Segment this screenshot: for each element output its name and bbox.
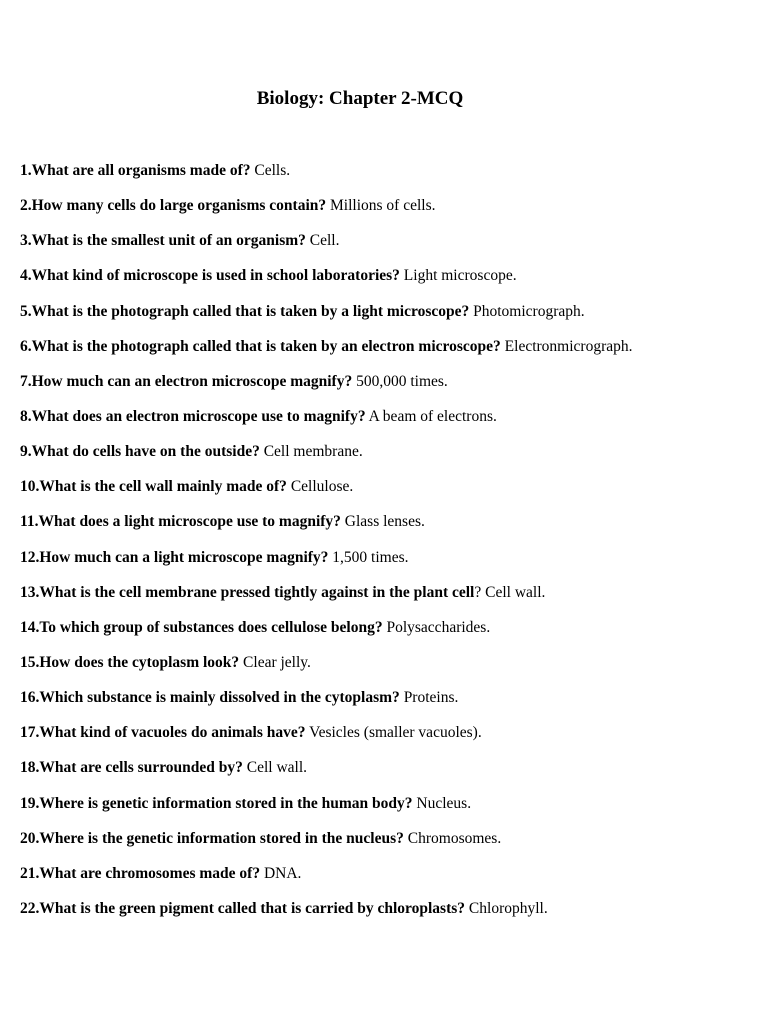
page-title: Biology: Chapter 2-MCQ: [256, 88, 464, 109]
question-number: 12.: [20, 548, 40, 566]
question-text: What kind of microscope is used in school laboratories?: [31, 267, 400, 285]
answer-text: Light microscope.: [399, 267, 517, 285]
question-text: Where is genetic information stored in the human body?: [39, 794, 413, 812]
question-text: What are chromosomes made of?: [39, 864, 261, 882]
qa-item: [20, 686, 760, 721]
question-text: What does a light microscope use to magnify?: [38, 513, 341, 531]
qa-item: [20, 510, 760, 545]
question-number: 7.: [20, 372, 32, 390]
answer-text: A beam of electrons.: [365, 407, 497, 425]
qa-item: [20, 862, 760, 897]
answer-text: Cellulose.: [286, 478, 354, 496]
question-number: 16.: [20, 689, 40, 707]
qa-item: [20, 440, 760, 475]
answer-text: Chromosomes.: [403, 829, 502, 847]
question-number: 5.: [20, 302, 32, 320]
question-text: What does an electron microscope use to magnify?: [31, 407, 366, 425]
question-text: How many cells do large organisms contain?: [31, 197, 327, 215]
question-number: 20.: [20, 829, 40, 847]
qa-item: [20, 827, 760, 862]
question-number: 13.: [20, 583, 40, 601]
qa-item: [20, 756, 760, 791]
question-number: 18.: [20, 759, 40, 777]
question-number: 19.: [20, 794, 40, 812]
answer-text: Cells.: [250, 162, 291, 179]
question-number: 22.: [20, 899, 40, 917]
question-number: 14.: [20, 618, 40, 636]
answer-text: Vesicles (smaller vacuoles).: [305, 724, 482, 742]
answer-text: Polysaccharides.: [382, 618, 491, 636]
question-text: How much can a light microscope magnify?: [39, 548, 329, 566]
question-text: Which substance is mainly dissolved in the cytoplasm?: [39, 689, 400, 707]
qa-item: [20, 651, 760, 686]
answer-text: Nucleus.: [412, 794, 472, 812]
qa-item: [20, 475, 760, 510]
question-text: What is the cell membrane pressed tightly against in the plant cell: [39, 583, 475, 601]
qa-item: [20, 792, 760, 827]
answer-text: 1,500 times.: [328, 548, 409, 566]
answer-text: 500,000 times.: [352, 372, 448, 390]
answer-text: Photomicrograph.: [469, 302, 585, 320]
qa-item: [20, 546, 760, 581]
answer-text: DNA.: [260, 864, 302, 882]
question-number: 17.: [20, 724, 40, 742]
question-number: 9.: [20, 443, 32, 461]
question-text: What is the green pigment called that is carried by chloroplasts?: [39, 899, 466, 917]
answer-text: Electronmicrograph.: [500, 337, 633, 355]
question-text: What are all organisms made of?: [31, 162, 251, 179]
qa-item: [20, 159, 760, 194]
answer-text: Chlorophyll.: [465, 899, 548, 917]
qa-item: [20, 405, 760, 440]
question-text: What is the photograph called that is taken by a light microscope?: [31, 302, 470, 320]
question-number: 15.: [20, 653, 40, 671]
qa-item: [20, 721, 760, 756]
question-number: 10.: [20, 478, 40, 496]
qa-item: [20, 370, 760, 405]
question-text: What are cells surrounded by?: [39, 759, 243, 777]
question-number: 6.: [20, 337, 32, 355]
question-text: How does the cytoplasm look?: [39, 653, 240, 671]
question-text: What is the cell wall mainly made of?: [39, 478, 287, 496]
answer-text: Glass lenses.: [340, 513, 425, 531]
question-number: 1.: [20, 162, 32, 179]
qa-item: [20, 616, 760, 651]
question-number: 21.: [20, 864, 40, 882]
qa-item: [20, 194, 760, 229]
question-number: 3.: [20, 232, 32, 250]
answer-text: Cell wall.: [242, 759, 308, 777]
question-number: 11.: [20, 513, 39, 531]
question-text: What is the smallest unit of an organism?: [31, 232, 306, 250]
question-number: 2.: [20, 197, 32, 215]
question-text: What kind of vacuoles do animals have?: [39, 724, 306, 742]
question-text: Where is the genetic information stored in the nucleus?: [39, 829, 404, 847]
question-answer-list: [20, 159, 760, 932]
qa-item: [20, 335, 760, 370]
question-text: How much can an electron microscope magnify?: [31, 372, 353, 390]
answer-text: Cell membrane.: [259, 443, 363, 461]
qa-item: [20, 897, 760, 932]
answer-text: ? Cell wall.: [474, 583, 546, 601]
answer-text: Clear jelly.: [239, 653, 311, 671]
question-number: 4.: [20, 267, 32, 285]
question-number: 8.: [20, 407, 32, 425]
question-text: To which group of substances does cellulose belong?: [39, 618, 383, 636]
answer-text: Millions of cells.: [326, 197, 436, 215]
question-text: What do cells have on the outside?: [31, 443, 260, 461]
question-text: What is the photograph called that is taken by an electron microscope?: [31, 337, 501, 355]
answer-text: Cell.: [305, 232, 340, 250]
qa-item: [20, 264, 760, 299]
qa-item: [20, 300, 760, 335]
qa-item: [20, 229, 760, 264]
qa-item: [20, 581, 760, 616]
answer-text: Proteins.: [399, 689, 459, 707]
